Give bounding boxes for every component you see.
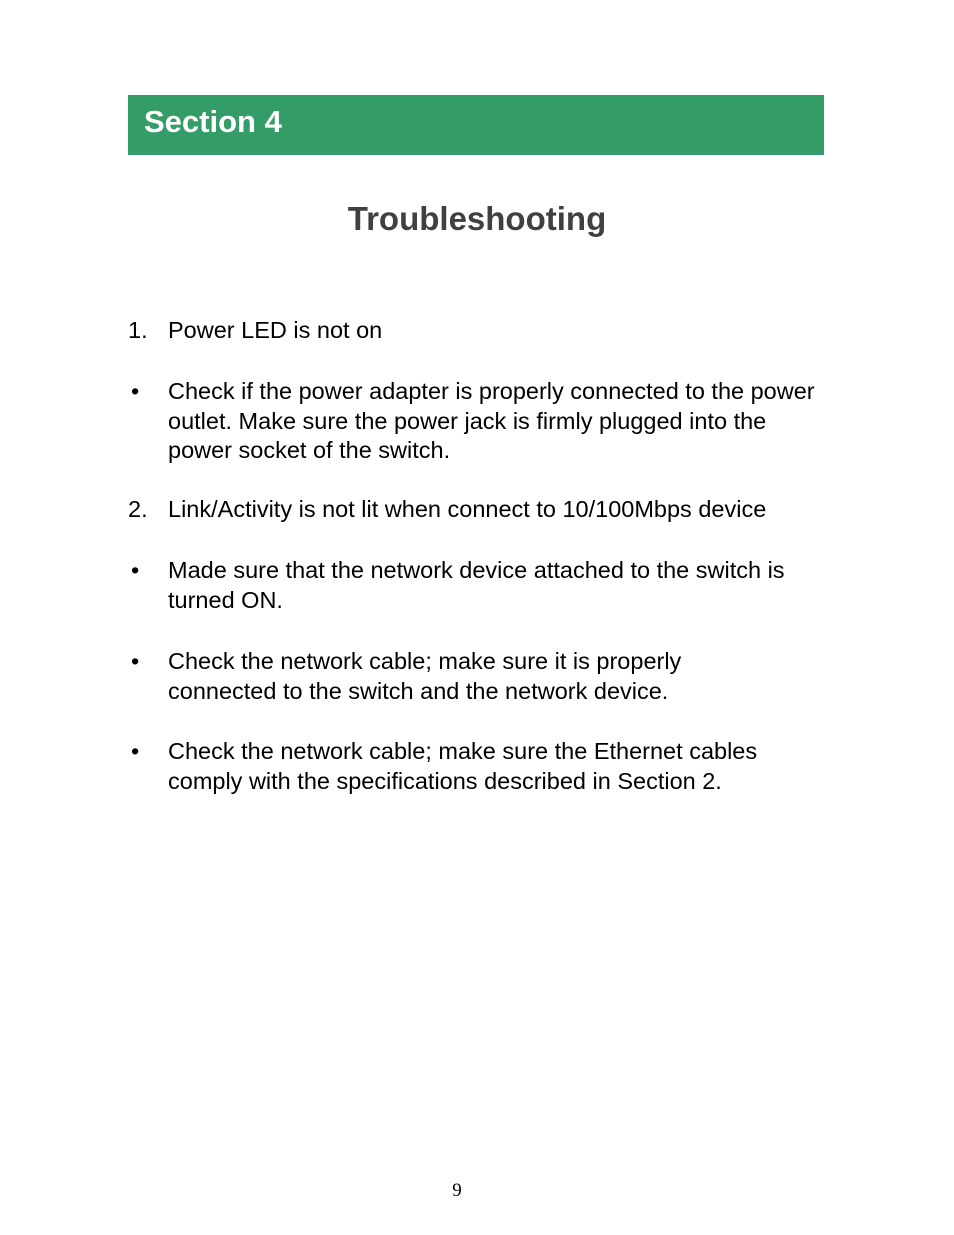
bullet-icon: • [131, 378, 140, 404]
list-item-link-activity [128, 495, 868, 525]
page-title: Troubleshooting [347, 200, 607, 237]
list-item-text: Power LED is not on [168, 317, 383, 343]
bullet-icon: • [131, 648, 140, 674]
list-item-check-cable-connection [128, 647, 768, 706]
list-number: 2. [128, 496, 148, 522]
list-item-text: Check the network cable; make sure it is properly connected to the switch and the network device. [168, 648, 682, 704]
list-item-text: Check the network cable; make sure the Ethernet cables comply with the specifications described in Section 2. [168, 738, 758, 794]
list-item-check-cable-specs [128, 737, 828, 796]
list-item-text: Link/Activity is not lit when connect to 10/100Mbps device [168, 496, 767, 522]
section-label: Section 4 [144, 104, 282, 139]
list-item-text: Check if the power adapter is properly connected to the power outlet. Make sure the power jack is firmly plugged into the power socket of the switch. [168, 378, 815, 464]
list-item-device-on [128, 556, 828, 615]
list-item-text: Made sure that the network device attached to the switch is turned ON. [168, 557, 785, 613]
section-banner [128, 95, 824, 155]
bullet-icon: • [131, 738, 140, 764]
list-item-check-power-adapter [128, 377, 828, 466]
list-item-power-led [128, 316, 848, 346]
page-number: 9 [452, 1180, 462, 1201]
bullet-icon: • [131, 557, 140, 583]
list-number: 1. [128, 317, 148, 343]
